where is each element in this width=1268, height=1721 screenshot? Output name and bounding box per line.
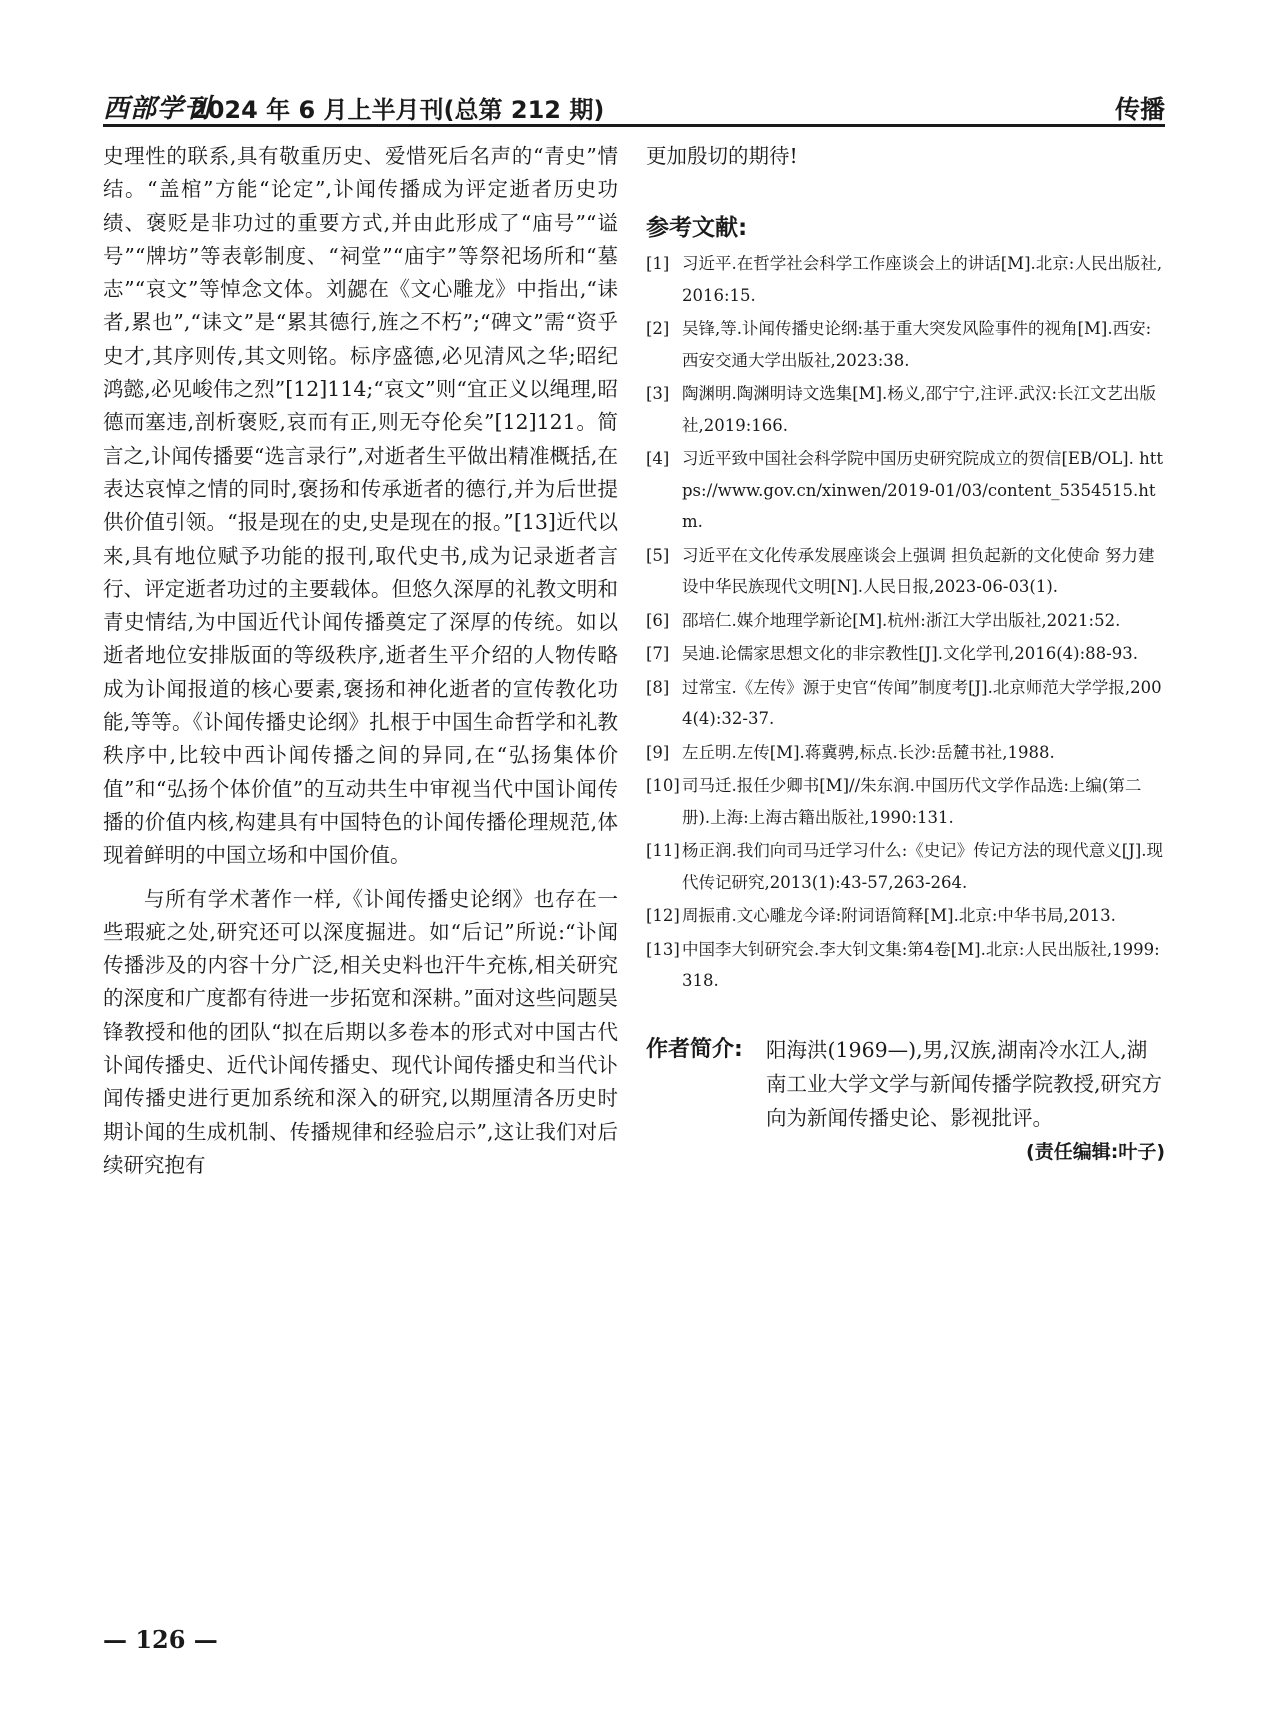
- reference-text: 习近平.在哲学社会科学工作座谈会上的讲话[M].北京:人民出版社,2016:15.: [682, 254, 1163, 305]
- reference-text: 陶渊明.陶渊明诗文选集[M].杨义,邵宁宁,注评.武汉:长江文艺出版社,2019:166.: [682, 384, 1157, 435]
- page-number: — 126 —: [103, 1625, 218, 1654]
- reference-text: 习近平在文化传承发展座谈会上强调 担负起新的文化使命 努力建设中华民族现代文明[N].人民日报,2023-06-03(1).: [682, 545, 1155, 597]
- responsible-editor: (责任编辑:叶子): [1026, 1140, 1165, 1163]
- reference-text: 周振甫.文心雕龙今译:附词语简释[M].北京:中华书局,2013.: [682, 906, 1116, 926]
- reference-number: [3]: [646, 384, 670, 404]
- reference-item: [646, 638, 1165, 670]
- reference-item: [646, 378, 1165, 441]
- reference-item: [646, 443, 1165, 538]
- reference-number: [8]: [646, 677, 670, 697]
- reference-item: [646, 672, 1165, 735]
- right-column: [646, 140, 1165, 1164]
- reference-item: [646, 605, 1165, 637]
- reference-number: [5]: [646, 545, 670, 565]
- reference-text: 杨正润.我们向司马迁学习什么:《史记》传记方法的现代意义[J].现代传记研究,2013(1):43-57,263-264.: [682, 841, 1164, 892]
- reference-item: [646, 835, 1165, 898]
- reference-item: [646, 770, 1165, 833]
- reference-text: 左丘明.左传[M].蒋冀骋,标点.长沙:岳麓书社,1988.: [682, 742, 1055, 762]
- reference-number: [12]: [646, 906, 680, 926]
- reference-number: [6]: [646, 610, 670, 630]
- journal-logo: 西部学刊: [103, 94, 212, 124]
- reference-item: [646, 737, 1165, 769]
- reference-number: [11]: [646, 841, 680, 861]
- header-rule: [103, 124, 1165, 127]
- reference-number: [2]: [646, 319, 670, 339]
- reference-item: [646, 900, 1165, 932]
- left-column: [103, 140, 618, 1182]
- reference-number: [10]: [646, 776, 680, 796]
- reference-number: [13]: [646, 939, 680, 959]
- reference-text: 中国李大钊研究会.李大钊文集:第4卷[M].北京:人民出版社,1999:318.: [682, 939, 1160, 991]
- reference-text: 吴锋,等.讣闻传播史论纲:基于重大突发风险事件的视角[M].西安:西安交通大学出版社,2023:38.: [682, 319, 1152, 370]
- references-title: 参考文献:: [646, 215, 748, 242]
- reference-number: [1]: [646, 254, 670, 274]
- issue-info: 2024 年 6 月上半月刊(总第 212 期): [191, 96, 605, 124]
- reference-item: [646, 248, 1165, 311]
- reference-text: 邵培仁.媒介地理学新论[M].杭州:浙江大学出版社,2021:52.: [682, 610, 1121, 630]
- body-paragraph: 史理性的联系,具有敬重历史、爱惜死后名声的“青史”情结。“盖棺”方能“论定”,讣闻传播成为评定逝者历史功绩、褒贬是非功过的重要方式,并由此形成了“庙号”“谥号”“牌坊”等表彰制度、“祠堂”“庙宇”等祭祀场所和“墓志”“哀文”等悼念文体。刘勰在《文心雕龙》中指出,“诔者,累也”,“诔文”是“累其德行,旌之不朽”;“碑文”需“资乎史才,其序则传,其文则铭。标序盛德,必见清风之华;昭纪鸿懿,必见峻伟之烈”[12]114;“哀文”则“宜正义以绳理,昭德而塞违,剖析褒贬,哀而有正,则无夺伦矣”[12]121。简言之,讣闻传播要“选言录行”,对逝者生平做出精准概括,在表达哀悼之情的同时,褒扬和传承逝者的德行,并为后世提供价值引领。“报是现在的史,史是现在的报。”[13]近代以来,具有地位赋予功能的报刊,取代史书,成为记录逝者言行、评定逝者功过的主要载体。但悠久深厚的礼教文明和青史情结,为中国近代讣闻传播奠定了深厚的传统。如以逝者地位安排版面的等级秩序,逝者生平介绍的人物传略成为讣闻报道的核心要素,褒扬和神化逝者的宣传教化功能,等等。《讣闻传播史论纲》扎根于中国生命哲学和礼教秩序中,比较中西讣闻传播之间的异同,在“弘扬集体价值”和“弘扬个体价值”的互动共生中审视当代中国讣闻传播的价值内核,构建具有中国特色的讣闻传播伦理规范,体现着鲜明的中国立场和中国价值。: [103, 144, 618, 868]
- section-name: 传播: [1114, 95, 1165, 124]
- reference-item: [646, 934, 1165, 997]
- reference-text: 过常宝.《左传》源于史官“传闻”制度考[J].北京师范大学学报,2004(4):32-37.: [682, 677, 1162, 729]
- reference-text: 习近平致中国社会科学院中国历史研究院成立的贺信[EB/OL]. https://www.gov.cn/xinwen/2019-01/03/content_5354515.htm.: [682, 449, 1163, 532]
- author-bio: [646, 1033, 1165, 1135]
- reference-list: [646, 248, 1165, 997]
- author-bio-text: 阳海洪(1969—),男,汉族,湖南冷水江人,湖南工业大学文学与新闻传播学院教授,研究方向为新闻传播史论、影视批评。: [766, 1037, 1163, 1130]
- reference-text: 司马迁.报任少卿书[M]//朱东润.中国历代文学作品选:上编(第二册).上海:上海古籍出版社,1990:131.: [682, 776, 1142, 827]
- page-header: [103, 82, 1165, 122]
- author-bio-label: 作者简介:: [646, 1036, 743, 1062]
- reference-number: [4]: [646, 449, 670, 469]
- reference-number: [9]: [646, 742, 670, 762]
- reference-number: [7]: [646, 644, 670, 664]
- reference-text: 吴迪.论儒家思想文化的非宗教性[J].文化学刊,2016(4):88-93.: [682, 644, 1138, 664]
- reference-item: [646, 540, 1165, 603]
- body-paragraph: 与所有学术著作一样,《讣闻传播史论纲》也存在一些瑕疵之处,研究还可以深度掘进。如“后记”所说:“讣闻传播涉及的内容十分广泛,相关史料也汗牛充栋,相关研究的深度和广度都有待进一步拓宽和深耕。”面对这些问题吴锋教授和他的团队“拟在后期以多卷本的形式对中国古代讣闻传播史、近代讣闻传播史、现代讣闻传播史和当代讣闻传播史进行更加系统和深入的研究,以期厘清各历史时期讣闻的生成机制、传播规律和经验启示”,这让我们对后续研究抱有: [103, 886, 618, 1177]
- reference-item: [646, 313, 1165, 376]
- body-paragraph-tail: 更加殷切的期待!: [646, 144, 798, 168]
